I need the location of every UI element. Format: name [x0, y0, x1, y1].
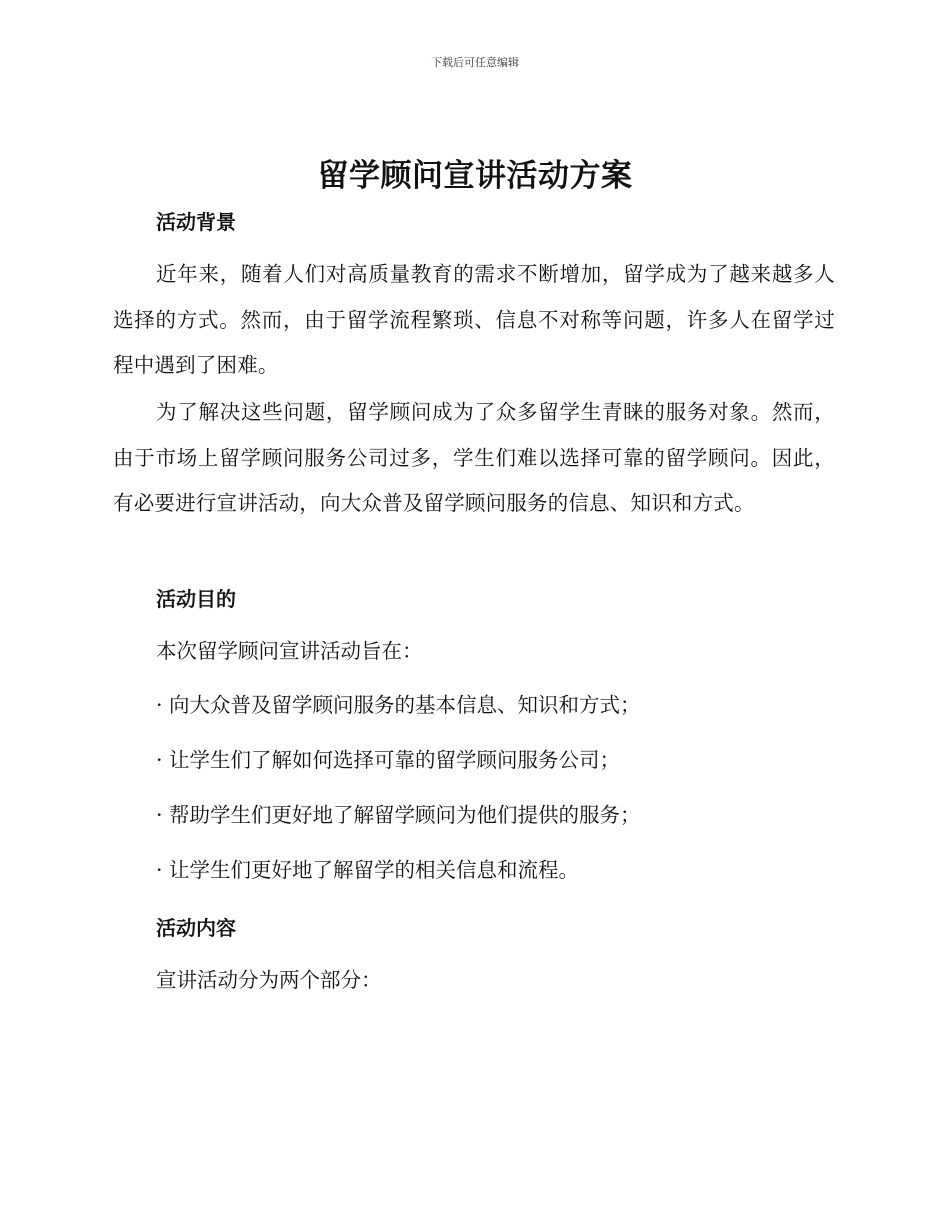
purpose-intro: 本次留学顾问宣讲活动旨在： [156, 639, 423, 663]
background-paragraph-1: 近年来，随着人们对高质量教育的需求不断增加，留学成为了越来越多人选择的方式。然而，由于留学流程繁琐、信息不对称等问题，许多人在留学过程中遇到了困难。 [113, 262, 835, 377]
header-note: 下载后可任意编辑 [431, 56, 519, 69]
background-paragraph-2: 为了解决这些问题，留学顾问成为了众多留学生青睐的服务对象。然而，由于市场上留学顾问服务公司过多，学生们难以选择可靠的留学顾问。因此，有必要进行宣讲活动，向大众普及留学顾问服务的信息、知识和方式。 [113, 400, 835, 515]
purpose-bullet-2: · 让学生们了解如何选择可靠的留学顾问服务公司； [156, 748, 621, 772]
content-intro: 宣讲活动分为两个部分： [156, 968, 382, 992]
purpose-bullet-1: · 向大众普及留学顾问服务的基本信息、知识和方式； [156, 693, 641, 717]
purpose-bullet-3: · 帮助学生们更好地了解留学顾问为他们提供的服务； [156, 803, 641, 827]
purpose-bullet-4: · 让学生们更好地了解留学的相关信息和流程。 [156, 858, 580, 882]
section-heading-background: 活动背景 [156, 210, 236, 234]
document-title: 留学顾问宣讲活动方案 [317, 158, 633, 194]
section-heading-purpose: 活动目的 [156, 587, 236, 611]
section-heading-content: 活动内容 [156, 916, 236, 940]
